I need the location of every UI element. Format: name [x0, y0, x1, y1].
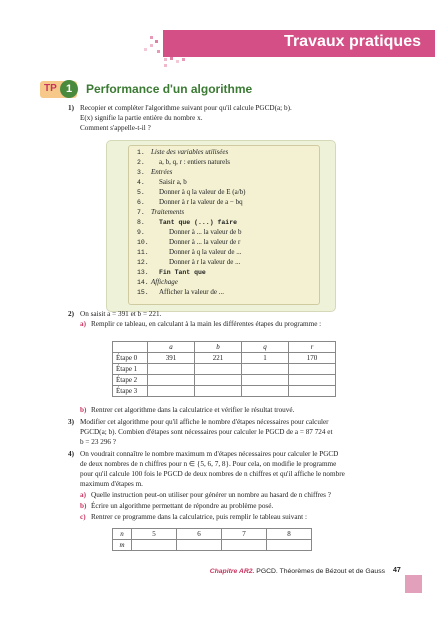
- q4a-text: Quelle instruction peut-on utiliser pour générer un nombre au hasard de n chiffres ?: [91, 491, 331, 499]
- q2a-label: a): [80, 320, 86, 328]
- table-cell: [289, 386, 336, 397]
- algorithm-line: [137, 218, 237, 226]
- table-cell: [148, 386, 195, 397]
- algorithm-line: [137, 288, 224, 296]
- table-cell: m: [113, 540, 132, 551]
- algorithm-line: [137, 258, 240, 266]
- footer-text: [210, 568, 385, 575]
- line-number: 9.: [137, 229, 145, 236]
- table-cell: [195, 386, 242, 397]
- q3-number: 3): [68, 418, 74, 426]
- table-cell: 5: [132, 529, 177, 540]
- line-text: Liste des variables utilisées: [151, 148, 229, 156]
- line-text: Donner à ... la valeur de r: [169, 238, 241, 246]
- q2a-text: Remplir ce tableau, en calculant à la main les différentes étapes du programme :: [91, 320, 322, 328]
- q4a-label: a): [80, 491, 86, 499]
- line-number: 15.: [137, 289, 149, 296]
- table-cell: 7: [222, 529, 267, 540]
- line-number: 3.: [137, 169, 145, 176]
- line-number: 4.: [137, 179, 145, 186]
- line-text: Donner à r la valeur de a − bq: [159, 198, 243, 206]
- table-cell: [177, 540, 222, 551]
- line-number: 12.: [137, 259, 149, 266]
- table-header-row: [113, 342, 336, 353]
- table-cell: Étape 1: [113, 364, 148, 375]
- line-number: 13.: [137, 269, 149, 276]
- algorithm-line: [137, 188, 246, 196]
- q4-line1: On voudrait connaître le nombre maximum m d'étapes nécessaires pour calculer le PGCD: [80, 450, 339, 458]
- algorithm-line: [137, 208, 184, 216]
- table-header-cell: q: [242, 342, 289, 353]
- table-cell: [242, 386, 289, 397]
- q4c-text: Rentrer ce programme dans la calculatrice, puis remplir le tableau suivant :: [91, 513, 307, 521]
- table-row: [113, 529, 312, 540]
- q2b-text: Rentrer cet algorithme dans la calculatrice et vérifier le résultat trouvé.: [91, 406, 295, 414]
- table-cell: 6: [177, 529, 222, 540]
- q4b-label: b): [80, 502, 87, 510]
- q4-line2: de deux nombres de n chiffres pour n ∈ {5, 6, 7, 8}. Pour cela, on modifie le programme: [80, 460, 337, 468]
- table-cell: Étape 2: [113, 375, 148, 386]
- table-cell: 8: [267, 529, 312, 540]
- table-cell: [267, 540, 312, 551]
- table-header-cell: a: [148, 342, 195, 353]
- line-number: 5.: [137, 189, 145, 196]
- line-number: 7.: [137, 209, 145, 216]
- algorithm-line: [137, 158, 230, 166]
- line-number: 1.: [137, 149, 145, 156]
- table-cell: 221: [195, 353, 242, 364]
- q1-number: 1): [68, 104, 74, 112]
- table-row: [113, 353, 336, 364]
- q1-line1: Recopier et compléter l'algorithme suivant pour qu'il calcule PGCD(a; b).: [80, 104, 292, 112]
- page-title: Travaux pratiques: [284, 33, 421, 50]
- table-row: [113, 386, 336, 397]
- n-m-table: [112, 528, 312, 551]
- algorithm-line: [137, 268, 206, 276]
- table-header-cell: [113, 342, 148, 353]
- q2-text: On saisit a = 391 et b = 221.: [80, 310, 162, 318]
- table-cell: Étape 0: [113, 353, 148, 364]
- table-cell: [148, 364, 195, 375]
- table-cell: 391: [148, 353, 195, 364]
- algorithm-line: [137, 198, 243, 206]
- table-cell: [148, 375, 195, 386]
- table-cell: [289, 364, 336, 375]
- line-text: Tant que (...) faire: [159, 219, 238, 226]
- q2-number: 2): [68, 310, 74, 318]
- line-number: 8.: [137, 219, 145, 226]
- algorithm-line: [137, 248, 242, 256]
- line-text: a, b, q, r : entiers naturels: [159, 158, 230, 166]
- table-header-cell: b: [195, 342, 242, 353]
- q4-number: 4): [68, 450, 74, 458]
- q4b-text: Écrire un algorithme permettant de répondre au problème posé.: [91, 502, 274, 510]
- line-number: 2.: [137, 159, 145, 166]
- page-number: 47: [393, 567, 401, 574]
- table-cell: [242, 375, 289, 386]
- table-cell: [222, 540, 267, 551]
- q1-line3: Comment s'appelle-t-il ?: [80, 124, 151, 132]
- algorithm-line: [137, 168, 172, 176]
- line-text: Saisir a, b: [159, 178, 187, 186]
- algorithm-line: [137, 278, 178, 286]
- table-cell: [289, 375, 336, 386]
- table-cell: n: [113, 529, 132, 540]
- algorithm-line: [137, 148, 228, 156]
- table-cell: [132, 540, 177, 551]
- q3-line1: Modifier cet algorithme pour qu'il affiche le nombre d'étapes nécessaires pour calculer: [80, 418, 329, 426]
- line-number: 14.: [137, 279, 149, 286]
- steps-table: [112, 341, 336, 397]
- line-text: Traitements: [151, 208, 185, 216]
- footer-chapter: Chapitre AR2.: [209, 568, 255, 575]
- tp-title: Performance d'un algorithme: [86, 82, 253, 96]
- q3-line3: b = 23 296 ?: [80, 438, 116, 446]
- algorithm-line: [137, 178, 187, 186]
- table-row: [113, 540, 312, 551]
- line-text: Affichage: [151, 278, 178, 286]
- algorithm-line: [137, 228, 242, 236]
- line-text: Donner à q la valeur de E (a/b): [159, 188, 246, 196]
- q4c-label: c): [80, 513, 86, 521]
- q2b-label: b): [80, 406, 87, 414]
- line-number: 11.: [137, 249, 149, 256]
- algorithm-line: [137, 238, 240, 246]
- table-cell: [195, 364, 242, 375]
- line-text: Donner à ... la valeur de b: [169, 228, 242, 236]
- q1-line2: E(x) signifie la partie entière du nombre x.: [80, 114, 203, 122]
- line-text: Donner à r la valeur de ...: [169, 258, 241, 266]
- line-text: Fin Tant que: [159, 269, 206, 276]
- table-cell: [195, 375, 242, 386]
- table-cell: 170: [289, 353, 336, 364]
- footer-bar: [405, 575, 422, 593]
- line-text: Afficher la valeur de ...: [159, 288, 224, 296]
- q4-line3: pour qu'il calcule 100 fois le PGCD de deux nombres de n chiffres et qu'il affiche le nombre: [80, 470, 345, 478]
- tp-label: TP: [44, 83, 57, 94]
- line-text: Donner à q la valeur de ...: [169, 248, 242, 256]
- table-row: [113, 364, 336, 375]
- tp-number: 1: [60, 80, 78, 98]
- q3-line2: PGCD(a; b). Combien d'étapes sont nécessaires pour calculer le PGCD de a = 87 724 et: [80, 428, 333, 436]
- line-text: Entrées: [151, 168, 173, 176]
- table-cell: [242, 364, 289, 375]
- line-number: 10.: [137, 239, 149, 246]
- q4-line4: maximum d'étapes m.: [80, 480, 143, 488]
- table-cell: Étape 3: [113, 386, 148, 397]
- line-number: 6.: [137, 199, 145, 206]
- table-row: [113, 375, 336, 386]
- table-cell: 1: [242, 353, 289, 364]
- footer-title: PGCD. Théorèmes de Bézout et de Gauss: [256, 568, 385, 575]
- table-header-cell: r: [289, 342, 336, 353]
